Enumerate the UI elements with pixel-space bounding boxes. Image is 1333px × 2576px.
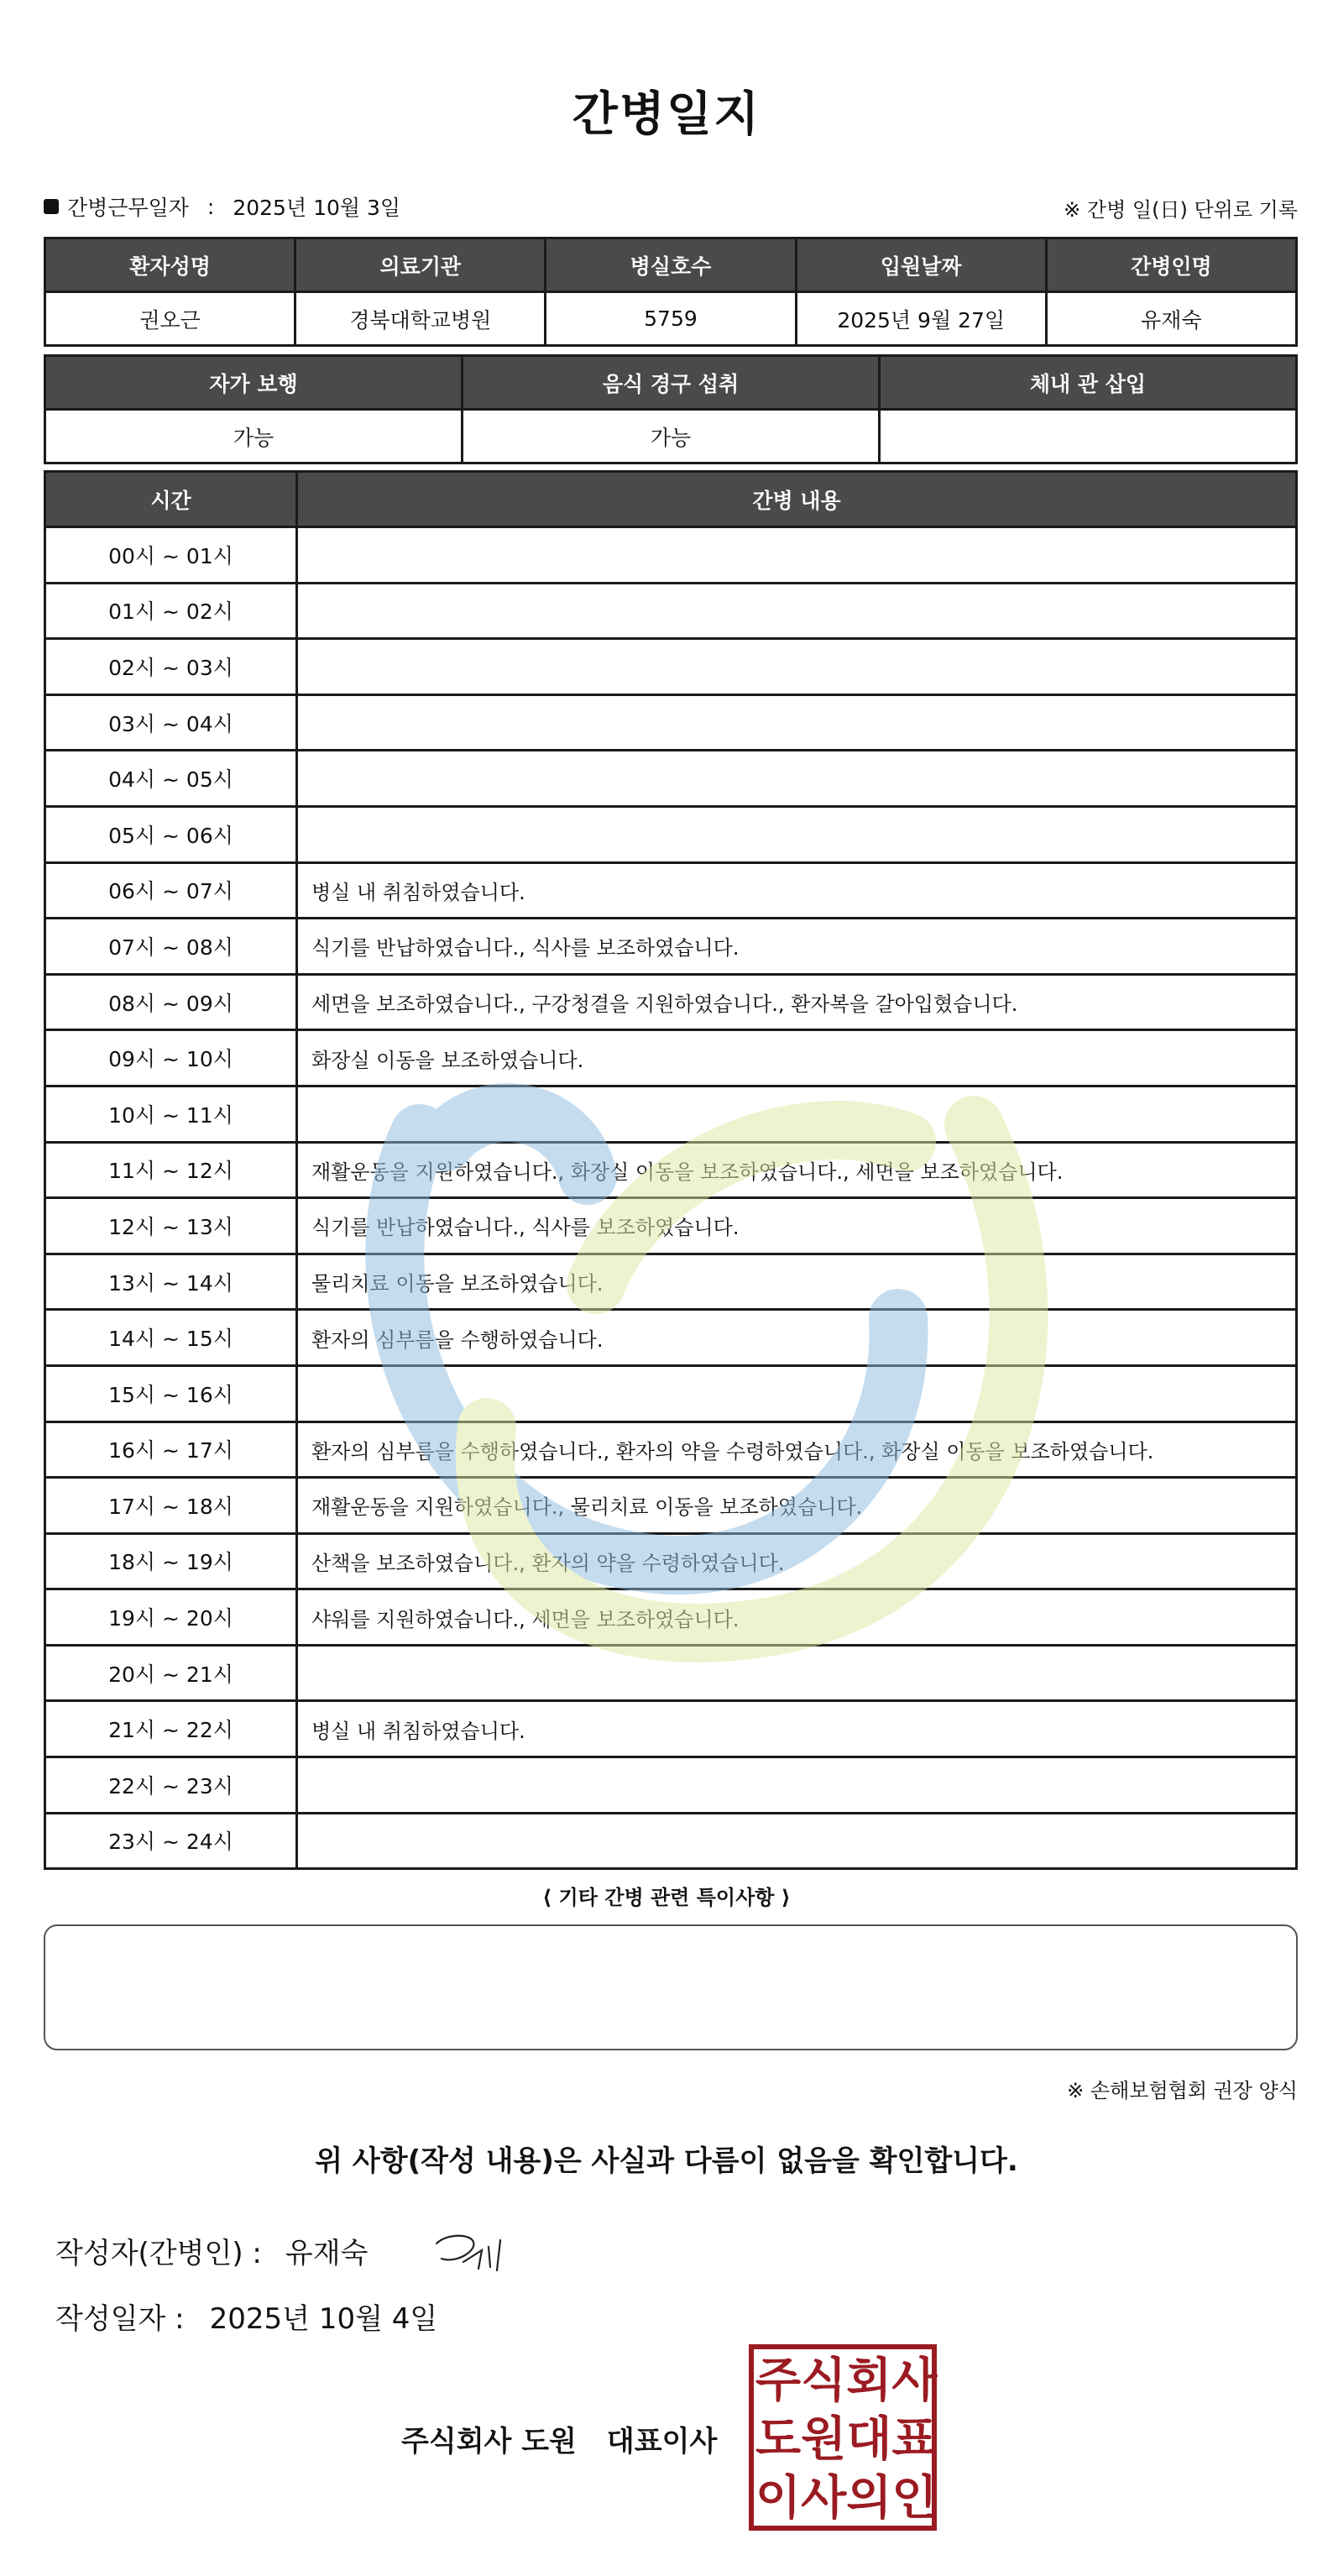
log-note: 재활운동을 지원하였습니다., 화장실 이동을 보조하였습니다., 세면을 보조하였습니다. (297, 1142, 1297, 1198)
log-note (297, 583, 1297, 639)
patient-info-table (44, 237, 1298, 347)
log-time: 15시 ~ 16시 (45, 1365, 297, 1422)
header-hospital: 의료기관 (295, 238, 546, 292)
stamp-char: 원 (801, 2411, 847, 2467)
log-time: 20시 ~ 21시 (45, 1645, 297, 1701)
log-time: 23시 ~ 24시 (45, 1813, 297, 1869)
header-room-number: 병실호수 (546, 238, 796, 292)
writer-line (55, 2230, 368, 2271)
table-row (45, 1030, 1297, 1086)
table-row (45, 751, 1297, 807)
table-row (45, 639, 1297, 695)
log-time: 14시 ~ 15시 (45, 1310, 297, 1366)
log-time: 04시 ~ 05시 (45, 751, 297, 807)
tube-insertion (880, 410, 1297, 463)
header-admission-date: 입원날짜 (796, 238, 1046, 292)
write-date-value: 2025년 10월 4일 (209, 2302, 438, 2336)
log-note (297, 806, 1297, 862)
table-row (45, 1365, 1297, 1422)
hospital: 경북대학교병원 (295, 292, 546, 346)
table-row (45, 919, 1297, 975)
log-note (297, 1086, 1297, 1142)
write-date-line (55, 2296, 437, 2337)
log-time: 19시 ~ 20시 (45, 1589, 297, 1646)
room-number: 5759 (546, 292, 796, 346)
log-time: 08시 ~ 09시 (45, 974, 297, 1030)
oral-intake: 가능 (463, 410, 880, 463)
company-name: 주식회사 도원 (401, 2425, 577, 2458)
table-row (45, 1701, 1297, 1757)
log-note: 병실 내 취침하였습니다. (297, 862, 1297, 919)
work-date (44, 191, 400, 222)
unit-note: ※ 간병 일(日) 단위로 기록 (1064, 198, 1298, 222)
log-time: 01시 ~ 02시 (45, 583, 297, 639)
log-time: 00시 ~ 01시 (45, 527, 297, 584)
header-time: 시간 (45, 472, 297, 527)
stamp-char: 대 (846, 2411, 892, 2467)
confirmation-statement: 위 사항(작성 내용)은 사실과 다름이 없음을 확인합니다. (315, 2144, 1018, 2178)
stamp-char: 사 (801, 2470, 847, 2526)
log-note: 식기를 반납하였습니다., 식사를 보조하였습니다. (297, 1198, 1297, 1254)
log-time: 07시 ~ 08시 (45, 919, 297, 975)
stamp-char: 사 (891, 2353, 938, 2408)
log-note (297, 694, 1297, 751)
log-note: 화장실 이동을 보조하였습니다. (297, 1030, 1297, 1086)
stamp-char: 회 (846, 2353, 892, 2408)
company-seal-stamp (749, 2344, 937, 2531)
log-time: 18시 ~ 19시 (45, 1533, 297, 1589)
log-note (297, 751, 1297, 807)
table-row (45, 1533, 1297, 1589)
table-row (45, 1142, 1297, 1198)
header-care-content: 간병 내용 (297, 472, 1297, 527)
table-row (45, 527, 1297, 584)
care-log-table (44, 470, 1298, 1870)
remarks-box (44, 1924, 1298, 2050)
page-title: 간병일지 (572, 87, 761, 142)
caregiver-name: 유재숙 (1046, 292, 1296, 346)
table-row (45, 1813, 1297, 1869)
stamp-char: 표 (891, 2411, 938, 2467)
self-walking: 가능 (45, 410, 463, 463)
table-row (45, 1086, 1297, 1142)
log-time: 22시 ~ 23시 (45, 1757, 297, 1814)
log-time: 21시 ~ 22시 (45, 1701, 297, 1757)
log-note: 재활운동을 지원하였습니다., 물리치료 이동을 보조하였습니다. (297, 1478, 1297, 1534)
work-date-label: 간병근무일자 (67, 196, 189, 220)
bullet-square-icon (44, 199, 59, 214)
table-row (45, 1589, 1297, 1646)
remarks-title: ⟨ 기타 간병 관련 특이사항 ⟩ (542, 1886, 791, 1909)
table-row (45, 806, 1297, 862)
stamp-char: 도 (755, 2411, 802, 2467)
log-time: 03시 ~ 04시 (45, 694, 297, 751)
log-time: 17시 ~ 18시 (45, 1478, 297, 1534)
table-row (45, 1254, 1297, 1310)
log-note (297, 1757, 1297, 1814)
header-tube-insertion: 체내 관 삽입 (880, 356, 1297, 410)
stamp-char: 이 (755, 2470, 802, 2526)
stamp-char: 주 (755, 2353, 802, 2408)
header-oral-intake: 음식 경구 섭취 (463, 356, 880, 410)
log-time: 06시 ~ 07시 (45, 862, 297, 919)
table-row (45, 694, 1297, 751)
company-representative: 대표이사 (606, 2425, 718, 2458)
stamp-char: 의 (846, 2470, 892, 2526)
log-time: 12시 ~ 13시 (45, 1198, 297, 1254)
table-row (45, 862, 1297, 919)
log-note: 산책을 보조하였습니다., 환자의 약을 수령하였습니다. (297, 1533, 1297, 1589)
log-time: 10시 ~ 11시 (45, 1086, 297, 1142)
log-note: 환자의 심부름을 수행하였습니다. (297, 1310, 1297, 1366)
header-caregiver-name: 간병인명 (1046, 238, 1296, 292)
log-note (297, 1645, 1297, 1701)
write-date-label: 작성일자 : (55, 2302, 185, 2336)
table-row (45, 974, 1297, 1030)
patient-status-table (44, 354, 1298, 464)
recommend-note: ※ 손해보험협회 권장 양식 (1067, 2079, 1298, 2102)
company-line (401, 2418, 717, 2459)
table-row (45, 1645, 1297, 1701)
table-row (45, 1422, 1297, 1478)
log-time: 13시 ~ 14시 (45, 1254, 297, 1310)
header-patient-name: 환자성명 (45, 238, 295, 292)
log-time: 16시 ~ 17시 (45, 1422, 297, 1478)
log-time: 05시 ~ 06시 (45, 806, 297, 862)
signature-icon (430, 2225, 522, 2275)
log-note: 세면을 보조하였습니다., 구강청결을 지원하였습니다., 환자복을 갈아입혔습니다. (297, 974, 1297, 1030)
table-row (45, 583, 1297, 639)
log-note: 물리치료 이동을 보조하였습니다. (297, 1254, 1297, 1310)
work-date-separator: : (206, 194, 215, 219)
stamp-char: 인 (891, 2470, 938, 2526)
log-note: 샤워를 지원하였습니다., 세면을 보조하였습니다. (297, 1589, 1297, 1646)
table-row (45, 1757, 1297, 1814)
log-note (297, 527, 1297, 584)
stamp-char: 식 (801, 2353, 847, 2408)
admission-date: 2025년 9월 27일 (796, 292, 1046, 346)
table-row (45, 1310, 1297, 1366)
log-time: 02시 ~ 03시 (45, 639, 297, 695)
log-note (297, 639, 1297, 695)
table-row (45, 1478, 1297, 1534)
log-note: 병실 내 취침하였습니다. (297, 1701, 1297, 1757)
log-note (297, 1365, 1297, 1422)
log-time: 09시 ~ 10시 (45, 1030, 297, 1086)
writer-label: 작성자(간병인) : (55, 2237, 262, 2270)
header-self-walking: 자가 보행 (45, 356, 463, 410)
log-note (297, 1813, 1297, 1869)
log-note: 식기를 반납하였습니다., 식사를 보조하였습니다. (297, 919, 1297, 975)
work-date-value: 2025년 10월 3일 (233, 196, 401, 220)
table-row (45, 1198, 1297, 1254)
writer-name: 유재숙 (285, 2237, 369, 2270)
log-time: 11시 ~ 12시 (45, 1142, 297, 1198)
log-note: 환자의 심부름을 수행하였습니다., 환자의 약을 수령하였습니다., 화장실 이동을 보조하였습니다. (297, 1422, 1297, 1478)
patient-name: 권오근 (45, 292, 295, 346)
